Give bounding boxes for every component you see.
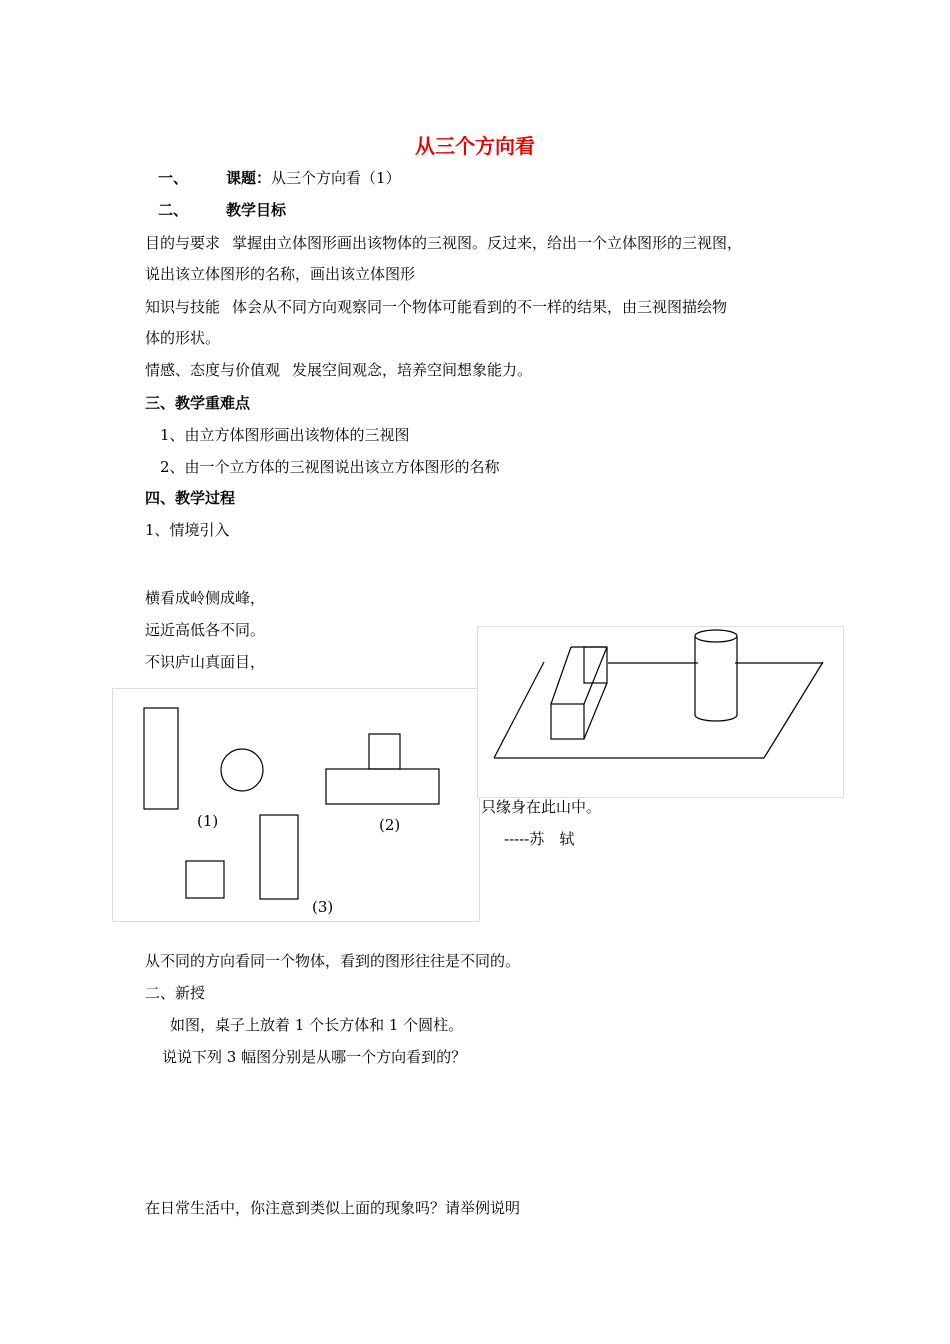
goal-2-text: 体会从不同方向观察同一个物体可能看到的不一样的结果，由三视图描绘物 xyxy=(232,298,728,316)
new-lesson-line-2: 说说下列 3 幅图分别是从哪一个方向看到的？ xyxy=(162,1048,467,1066)
goal-2-line-2: 体的形状。 xyxy=(145,329,221,347)
poem-line-1: 横看成岭侧成峰， xyxy=(145,589,266,607)
figure-label-2: (2) xyxy=(379,816,401,834)
view-1-circle xyxy=(221,749,263,791)
goal-1-text: 掌握由立体图形画出该物体的三视图。反过来，给出一个立体图形的三视图， xyxy=(232,234,743,252)
view-3-tall-rectangle xyxy=(260,815,298,899)
section-1-heading xyxy=(158,168,401,188)
section-4-heading: 四、教学过程 xyxy=(145,489,236,507)
three-views-drawing xyxy=(113,689,479,921)
step-1-label: 1、情境引入 xyxy=(145,521,230,539)
view-2-base-rectangle xyxy=(326,769,439,804)
goal-2-label: 知识与技能 xyxy=(145,298,221,316)
view-2-top-square xyxy=(369,734,400,769)
section-2-heading xyxy=(158,200,286,220)
section-2-number: 二、 xyxy=(158,201,189,219)
page-title: 从三个方向看 xyxy=(415,134,535,158)
table-left-edge xyxy=(494,662,544,758)
goal-1-line-2: 说出该立体图形的名称，画出该立体图形 xyxy=(145,265,416,283)
section-2-label: 教学目标 xyxy=(226,201,287,219)
section-1-text: 从三个方向看（1） xyxy=(271,169,401,187)
view-3-square xyxy=(186,861,224,898)
section-1-number: 一、 xyxy=(158,169,189,187)
poem-author: -----苏 轼 xyxy=(504,830,575,848)
closing-question: 在日常生活中，你注意到类似上面的现象吗？请举例说明 xyxy=(145,1199,521,1217)
cylinder-top xyxy=(695,630,737,642)
goal-1-label: 目的与要求 xyxy=(145,234,221,252)
three-views-figure xyxy=(112,688,480,922)
table-objects-figure xyxy=(477,626,844,798)
poem-line-2: 远近高低各不同。 xyxy=(145,621,266,639)
cuboid-front-face xyxy=(551,704,584,739)
cuboid-edge-bottom-right xyxy=(584,683,607,739)
goal-3-text: 发展空间观念，培养空间想象能力。 xyxy=(292,361,533,379)
table-right-edge xyxy=(764,662,823,758)
section-3-heading: 三、教学重难点 xyxy=(145,394,251,412)
figure-label-1: (1) xyxy=(197,812,219,830)
goal-3-label: 情感、态度与价值观 xyxy=(145,361,281,379)
section-1-label: 课题： xyxy=(226,169,272,187)
new-lesson-line-1: 如图，桌子上放着 1 个长方体和 1 个圆柱。 xyxy=(170,1016,464,1034)
key-point-1: 1、由立方体图形画出该物体的三视图 xyxy=(160,426,410,444)
goal-3-line xyxy=(145,360,532,380)
table-objects-drawing xyxy=(478,627,843,797)
figure-label-3: (3) xyxy=(312,898,334,916)
goal-1-line-1 xyxy=(145,233,742,253)
poem-line-4: 只缘身在此山中。 xyxy=(481,798,602,816)
goal-2-line-1 xyxy=(145,297,727,317)
conclusion-text: 从不同的方向看同一个物体，看到的图形往往是不同的。 xyxy=(145,952,521,970)
cuboid-edge-top-left xyxy=(551,647,571,704)
view-1-tall-rectangle xyxy=(144,708,178,809)
cuboid-back-face xyxy=(584,647,607,683)
cylinder-bottom xyxy=(695,715,737,721)
cuboid-edge-top-right xyxy=(584,647,607,704)
poem-line-3: 不识庐山真面目， xyxy=(145,653,266,671)
new-lesson-heading: 二、新授 xyxy=(145,984,206,1002)
key-point-2: 2、由一个立方体的三视图说出该立方体图形的名称 xyxy=(160,458,500,476)
